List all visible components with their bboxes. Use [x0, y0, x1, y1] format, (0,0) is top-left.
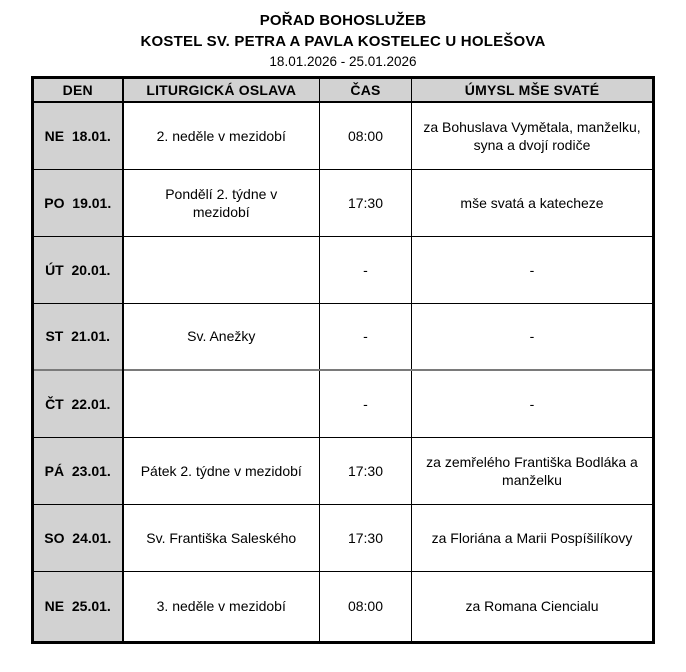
- celebration-cell: [123, 370, 320, 437]
- table-row-pa-23: [33, 437, 654, 504]
- column-header-cas: ČAS: [320, 78, 412, 103]
- celebration-cell: Pondělí 2. týdne v mezidobí: [123, 169, 320, 236]
- day-cell: PÁ 23.01.: [33, 437, 123, 504]
- day-cell: ÚT 20.01.: [33, 236, 123, 303]
- table-row-ne-18: [33, 102, 654, 169]
- time-cell: -: [320, 370, 412, 437]
- page-subtitle: KOSTEL SV. PETRA A PAVLA KOSTELEC U HOLEŠOVA: [140, 33, 546, 50]
- intention-cell: -: [412, 236, 654, 303]
- time-cell: -: [320, 303, 412, 370]
- day-cell: NE 25.01.: [33, 571, 123, 642]
- intention-cell: za Bohuslava Vymětala, manželku, syna a dvojí rodiče: [412, 102, 654, 169]
- time-cell: 17:30: [320, 504, 412, 571]
- header-row: [33, 78, 654, 103]
- time-cell: 08:00: [320, 102, 412, 169]
- column-header-umysl: ÚMYSL MŠE SVATÉ: [412, 78, 654, 103]
- celebration-cell: [123, 236, 320, 303]
- intention-cell: za Romana Ciencialu: [412, 571, 654, 642]
- day-cell: NE 18.01.: [33, 102, 123, 169]
- time-cell: 08:00: [320, 571, 412, 642]
- document-header: [0, 0, 686, 72]
- date-range: 18.01.2026 - 25.01.2026: [269, 54, 417, 69]
- day-cell: PO 19.01.: [33, 169, 123, 236]
- column-header-den: DEN: [33, 78, 123, 103]
- time-cell: 17:30: [320, 169, 412, 236]
- table-row-ne-25: [33, 571, 654, 642]
- intention-cell: za Floriána a Marii Pospíšilíkovy: [412, 504, 654, 571]
- table-row-so-24: [33, 504, 654, 571]
- celebration-cell: 2. neděle v mezidobí: [123, 102, 320, 169]
- celebration-cell: Pátek 2. týdne v mezidobí: [123, 437, 320, 504]
- table-row-st-21: [33, 303, 654, 370]
- time-cell: -: [320, 236, 412, 303]
- intention-cell: -: [412, 303, 654, 370]
- table-row-po-19: [33, 169, 654, 236]
- celebration-cell: Sv. Františka Saleského: [123, 504, 320, 571]
- celebration-cell: Sv. Anežky: [123, 303, 320, 370]
- table-row-ct-22: [33, 370, 654, 437]
- day-cell: SO 24.01.: [33, 504, 123, 571]
- day-cell: ST 21.01.: [33, 303, 123, 370]
- intention-cell: -: [412, 370, 654, 437]
- day-cell: ČT 22.01.: [33, 370, 123, 437]
- celebration-cell: 3. neděle v mezidobí: [123, 571, 320, 642]
- time-cell: 17:30: [320, 437, 412, 504]
- intention-cell: za zemřelého Františka Bodláka a manželku: [412, 437, 654, 504]
- table-row-ut-20: [33, 236, 654, 303]
- page-title: POŘAD BOHOSLUŽEB: [259, 12, 427, 29]
- column-header-liturgicka-oslava: LITURGICKÁ OSLAVA: [123, 78, 320, 103]
- intention-cell: mše svatá a katecheze: [412, 169, 654, 236]
- schedule-table: [31, 76, 655, 644]
